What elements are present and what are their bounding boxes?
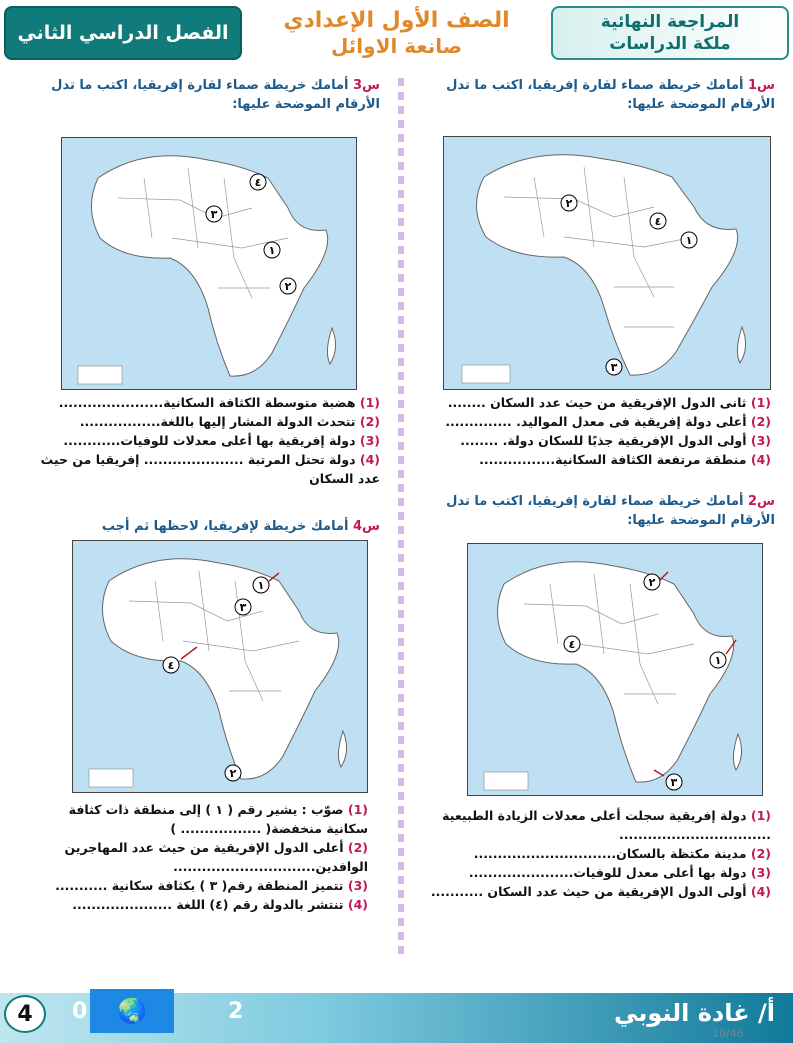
q4-item-3: (3) تتميز المنطقة رقم( ٣ ) بكثافة سكانية ........... <box>55 878 368 893</box>
africa-map-1-svg <box>444 137 770 389</box>
africa-map-4 <box>72 540 368 793</box>
header-term-label: الفصل الدراسي الثاني <box>17 22 229 44</box>
header-slogan: صانعة الاوائل <box>330 34 463 58</box>
question-1 <box>417 76 775 114</box>
page-header <box>0 0 793 70</box>
question-1-items <box>411 393 771 469</box>
question-2-text: أمامك خريطة صماء لقارة إفريقيا، اكتب ما تدل الأرقام الموضحة عليها: <box>446 494 775 528</box>
page-counter: 10/46 <box>712 1027 744 1040</box>
page-footer <box>0 985 793 1043</box>
column-divider <box>398 78 404 958</box>
question-2-number: س2 <box>748 494 775 509</box>
question-4-text: أمامك خريطة لإفريقيا، لاحظها ثم أجب <box>101 519 349 534</box>
q3-item-2: (2) تتحدث الدولة المشار إليها باللغة................. <box>79 414 380 429</box>
header-grade-title: الصف الأول الإعدادي <box>283 8 510 33</box>
q1-item-2: (2) أعلى دولة إفريقية فى معدل المواليد. .............. <box>445 414 771 429</box>
map-3-marker-4: ٤ <box>254 176 262 189</box>
question-4-items <box>32 800 368 914</box>
map-1-marker-1: ١ <box>685 234 693 247</box>
q3-item-1: (1) هضبة متوسطة الكثافة السكانية...................... <box>58 395 380 410</box>
map-3-marker-1: ١ <box>268 244 276 257</box>
africa-map-1 <box>443 136 771 390</box>
q4-item-1: (1) صوّب : يشير رقم ( ١ ) إلى منطقة ذات كثافة سكانية منخفضة( ................. ) <box>68 802 368 836</box>
question-3-items <box>32 393 380 488</box>
q1-item-3: (3) أولى الدول الإفريقية جذبًا للسكان دولة. ........ <box>460 433 771 448</box>
header-review-box <box>551 6 789 60</box>
question-4-title <box>36 517 380 536</box>
globe-icon: 🌏 <box>90 989 174 1033</box>
map-2-marker-1: ١ <box>714 654 722 667</box>
q2-item-2: (2) مدينة مكتظة بالسكان.............................. <box>473 846 771 861</box>
header-studies-title: ملكة الدراسات <box>609 34 731 54</box>
header-grade-box <box>250 6 543 60</box>
map-3-marker-2: ٢ <box>284 280 292 293</box>
q3-item-3: (3) دولة إفريقية بها أعلى معدلات للوفيات............ <box>63 433 380 448</box>
map-1-marker-4: ٤ <box>654 215 662 228</box>
africa-map-3 <box>61 137 357 390</box>
q2-item-1: (1) دولة إفريقية سجلت أعلى معدلات الزيادة الطبيعية ................................ <box>442 808 771 842</box>
africa-map-4-svg <box>73 541 367 792</box>
africa-map-2 <box>467 543 763 796</box>
question-2-title <box>415 492 775 530</box>
question-3-text: أمامك خريطة صماء لقارة إفريقيا، اكتب ما تدل الأرقام الموضحة عليها: <box>51 78 380 112</box>
map-4-marker-1: ١ <box>257 579 265 592</box>
question-1-number: س1 <box>748 78 775 93</box>
question-4 <box>36 517 380 536</box>
question-3 <box>36 76 380 114</box>
map-3-marker-3: ٣ <box>210 208 218 221</box>
map-4-marker-2: ٢ <box>229 767 237 780</box>
map-4-marker-3: ٣ <box>239 601 247 614</box>
phone-start: 0 <box>72 999 88 1024</box>
q4-item-4: (4) تنتشر بالدولة رقم (٤) اللغة ..................... <box>72 897 368 912</box>
teacher-name: أ/ غادة النوبي <box>614 999 775 1027</box>
map-1-marker-3: ٣ <box>610 361 618 374</box>
africa-map-2-svg <box>468 544 762 795</box>
question-1-title <box>417 76 775 114</box>
question-1-text: أمامك خريطة صماء لقارة إفريقيا، اكتب ما تدل الأرقام الموضحة عليها: <box>446 78 775 112</box>
map-2-marker-2: ٢ <box>648 576 656 589</box>
q2-item-3: (3) دولة بها أعلى معدل للوفيات...................... <box>468 865 771 880</box>
page-number: 4 <box>4 995 46 1033</box>
phone-end: 2 <box>228 999 244 1024</box>
question-3-title <box>36 76 380 114</box>
q4-item-2: (2) أعلى الدول الإفريقية من حيث عدد المهاجرين الوافدين.............................. <box>64 840 368 874</box>
africa-map-3-svg <box>62 138 356 389</box>
question-4-number: س4 <box>353 519 380 534</box>
question-2 <box>415 492 775 530</box>
q1-item-4: (4) منطقة مرتفعة الكثافة السكانية................ <box>479 452 771 467</box>
header-term-box <box>4 6 242 60</box>
map-2-marker-3: ٣ <box>670 776 678 789</box>
question-2-items <box>423 806 771 901</box>
q2-item-4: (4) أولى الدول الإفريقية من حيث عدد السكان ........... <box>430 884 771 899</box>
map-4-marker-4: ٤ <box>167 659 175 672</box>
q3-item-4: (4) دولة تحتل المرتبة ..................... إفريقيا من حيث عدد السكان <box>40 452 380 486</box>
map-2-marker-4: ٤ <box>568 638 576 651</box>
question-3-number: س3 <box>353 78 380 93</box>
q1-item-1: (1) ثانى الدول الإفريقية من حيث عدد السكان ........ <box>447 395 771 410</box>
map-1-marker-2: ٢ <box>565 197 573 210</box>
header-review-title: المراجعة النهائية <box>600 12 740 32</box>
